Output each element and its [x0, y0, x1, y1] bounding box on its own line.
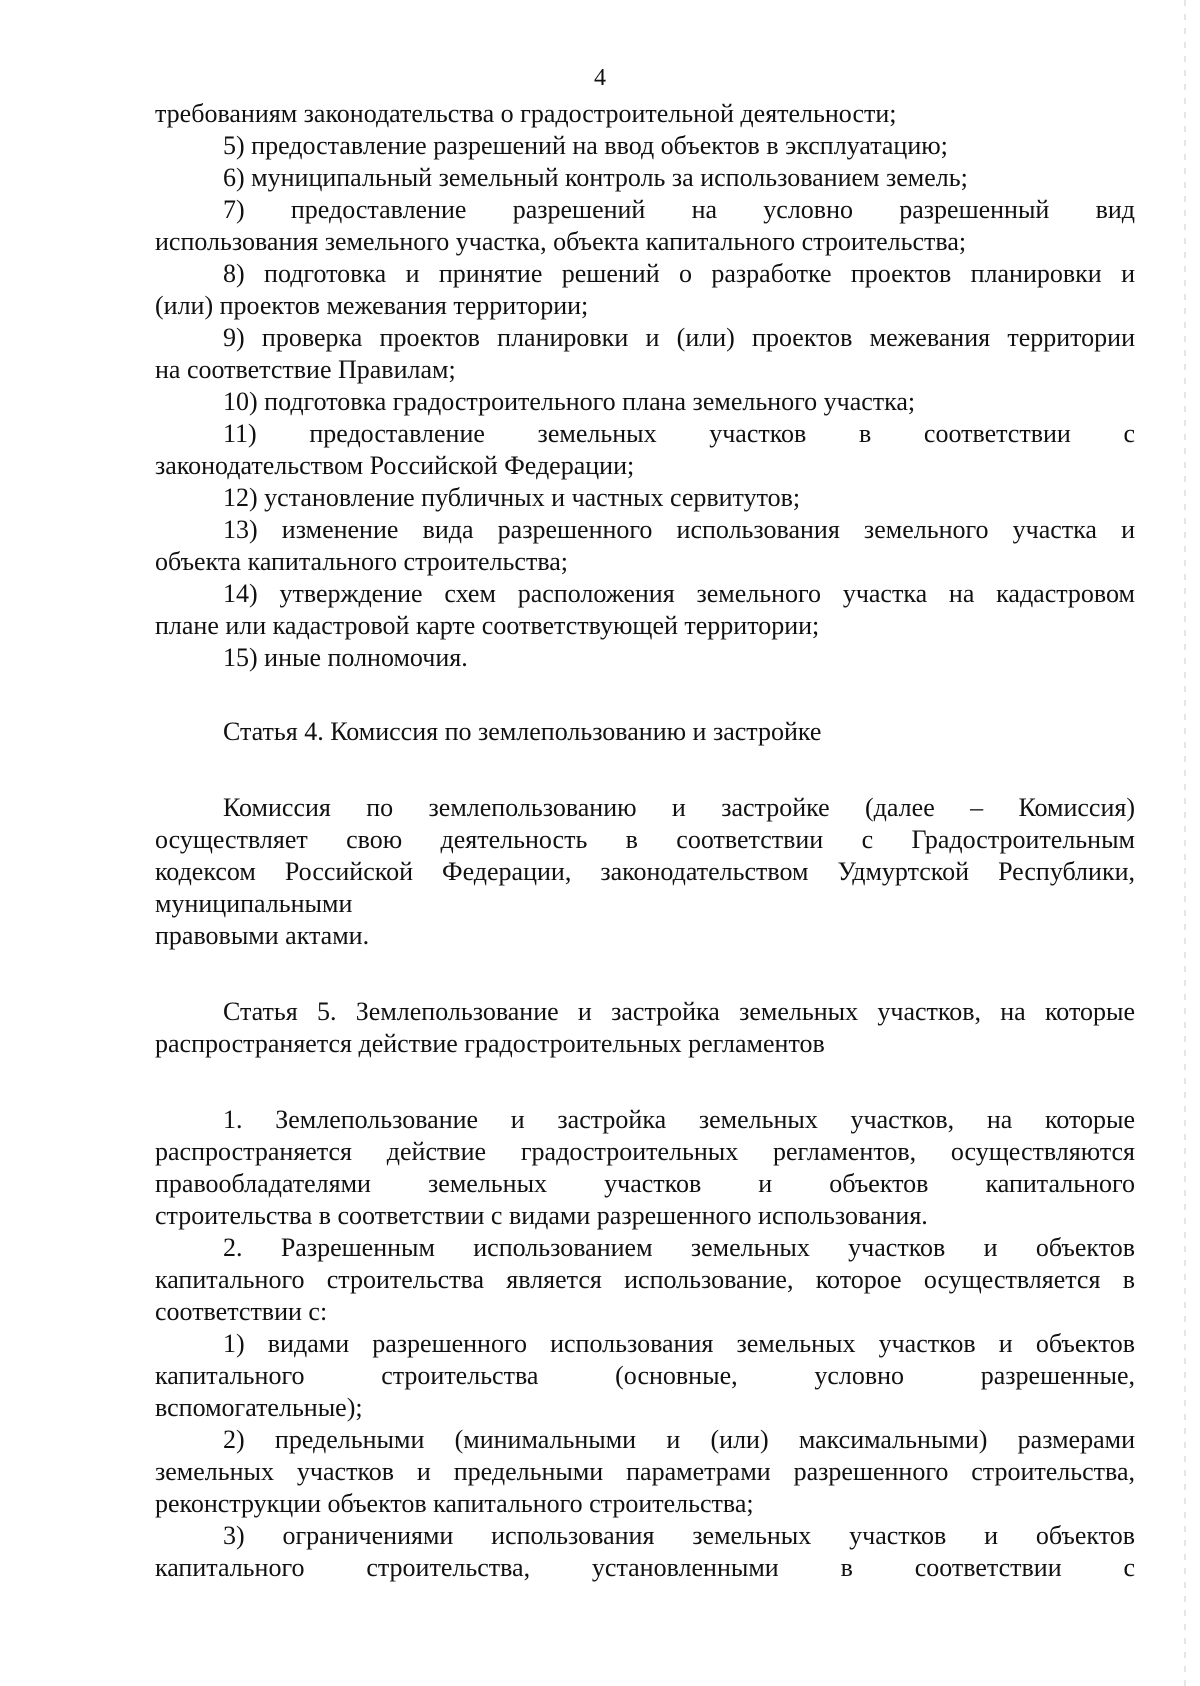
text-line: плане или кадастровой карте соответствующей территории;: [155, 611, 820, 640]
text-line: на соответствие Правилам;: [155, 355, 456, 384]
text-line: капитального строительства является использование, которое осуществляется в: [155, 1265, 1135, 1294]
article-5-item-2: 2. Разрешенным использованием земельных участков и объектов: [223, 1233, 1135, 1262]
list-item-7: 7) предоставление разрешений на условно разрешенный вид: [223, 195, 1135, 224]
subitem-1: 1) видами разрешенного использования земельных участков и объектов: [223, 1329, 1135, 1358]
list-item-10: 10) подготовка градостроительного плана земельного участка;: [223, 387, 916, 416]
article-4-heading: Статья 4. Комиссия по землепользованию и застройке: [223, 717, 822, 746]
list-item-9: 9) проверка проектов планировки и (или) проектов межевания территории: [223, 323, 1135, 352]
list-item-15: 15) иные полномочия.: [223, 643, 468, 672]
list-item-5: 5) предоставление разрешений на ввод объектов в эксплуатацию;: [223, 131, 948, 160]
list-item-8: 8) подготовка и принятие решений о разработке проектов планировки и: [223, 259, 1135, 288]
list-item-6: 6) муниципальный земельный контроль за использованием земель;: [223, 163, 968, 192]
list-item-11: 11) предоставление земельных участков в соответствии с: [223, 419, 1135, 448]
scan-edge-artifact: [1184, 0, 1186, 1686]
text-line: кодексом Российской Федерации, законодательством Удмуртской Республики,: [155, 857, 1135, 886]
text-line: требованиям законодательства о градостроительной деятельности;: [155, 99, 897, 128]
text-line: (или) проектов межевания территории;: [155, 291, 589, 320]
list-item-12: 12) установление публичных и частных сервитутов;: [223, 483, 801, 512]
text-line: соответствии с:: [155, 1297, 328, 1326]
list-item-14: 14) утверждение схем расположения земельного участка на кадастровом: [223, 579, 1135, 608]
text-line: капитального строительства, установленными в соответствии с: [155, 1553, 1135, 1582]
text-line: правовыми актами.: [155, 921, 370, 950]
article-4-paragraph: Комиссия по землепользованию и застройке (далее – Комиссия): [223, 793, 1135, 822]
text-line: земельных участков и предельными параметрами разрешенного строительства,: [155, 1457, 1135, 1486]
subitem-2: 2) предельными (минимальными и (или) максимальными) размерами: [223, 1425, 1135, 1454]
text-line: реконструкции объектов капитального строительства;: [155, 1489, 754, 1518]
article-5-heading-cont: распространяется действие градостроительных регламентов: [155, 1029, 825, 1058]
text-line: распространяется действие градостроительных регламентов, осуществляются: [155, 1137, 1135, 1166]
text-line: правообладателями земельных участков и объектов капитального: [155, 1169, 1135, 1198]
text-line: капитального строительства (основные, условно разрешенные,: [155, 1361, 1135, 1390]
text-line: муниципальными: [155, 889, 353, 918]
text-line: использования земельного участка, объекта капитального строительства;: [155, 227, 967, 256]
text-line: вспомогательные);: [155, 1393, 363, 1422]
list-item-13: 13) изменение вида разрешенного использования земельного участка и: [223, 515, 1135, 544]
article-5-item-1: 1. Землепользование и застройка земельных участков, на которые: [223, 1105, 1135, 1134]
text-line: строительства в соответствии с видами разрешенного использования.: [155, 1201, 928, 1230]
page-number: 4: [594, 65, 606, 91]
article-5-heading: Статья 5. Землепользование и застройка земельных участков, на которые: [223, 997, 1135, 1026]
text-line: осуществляет свою деятельность в соответствии с Градостроительным: [155, 825, 1135, 854]
text-line: законодательством Российской Федерации;: [155, 451, 635, 480]
subitem-3: 3) ограничениями использования земельных участков и объектов: [223, 1521, 1135, 1550]
text-line: объекта капитального строительства;: [155, 547, 569, 576]
